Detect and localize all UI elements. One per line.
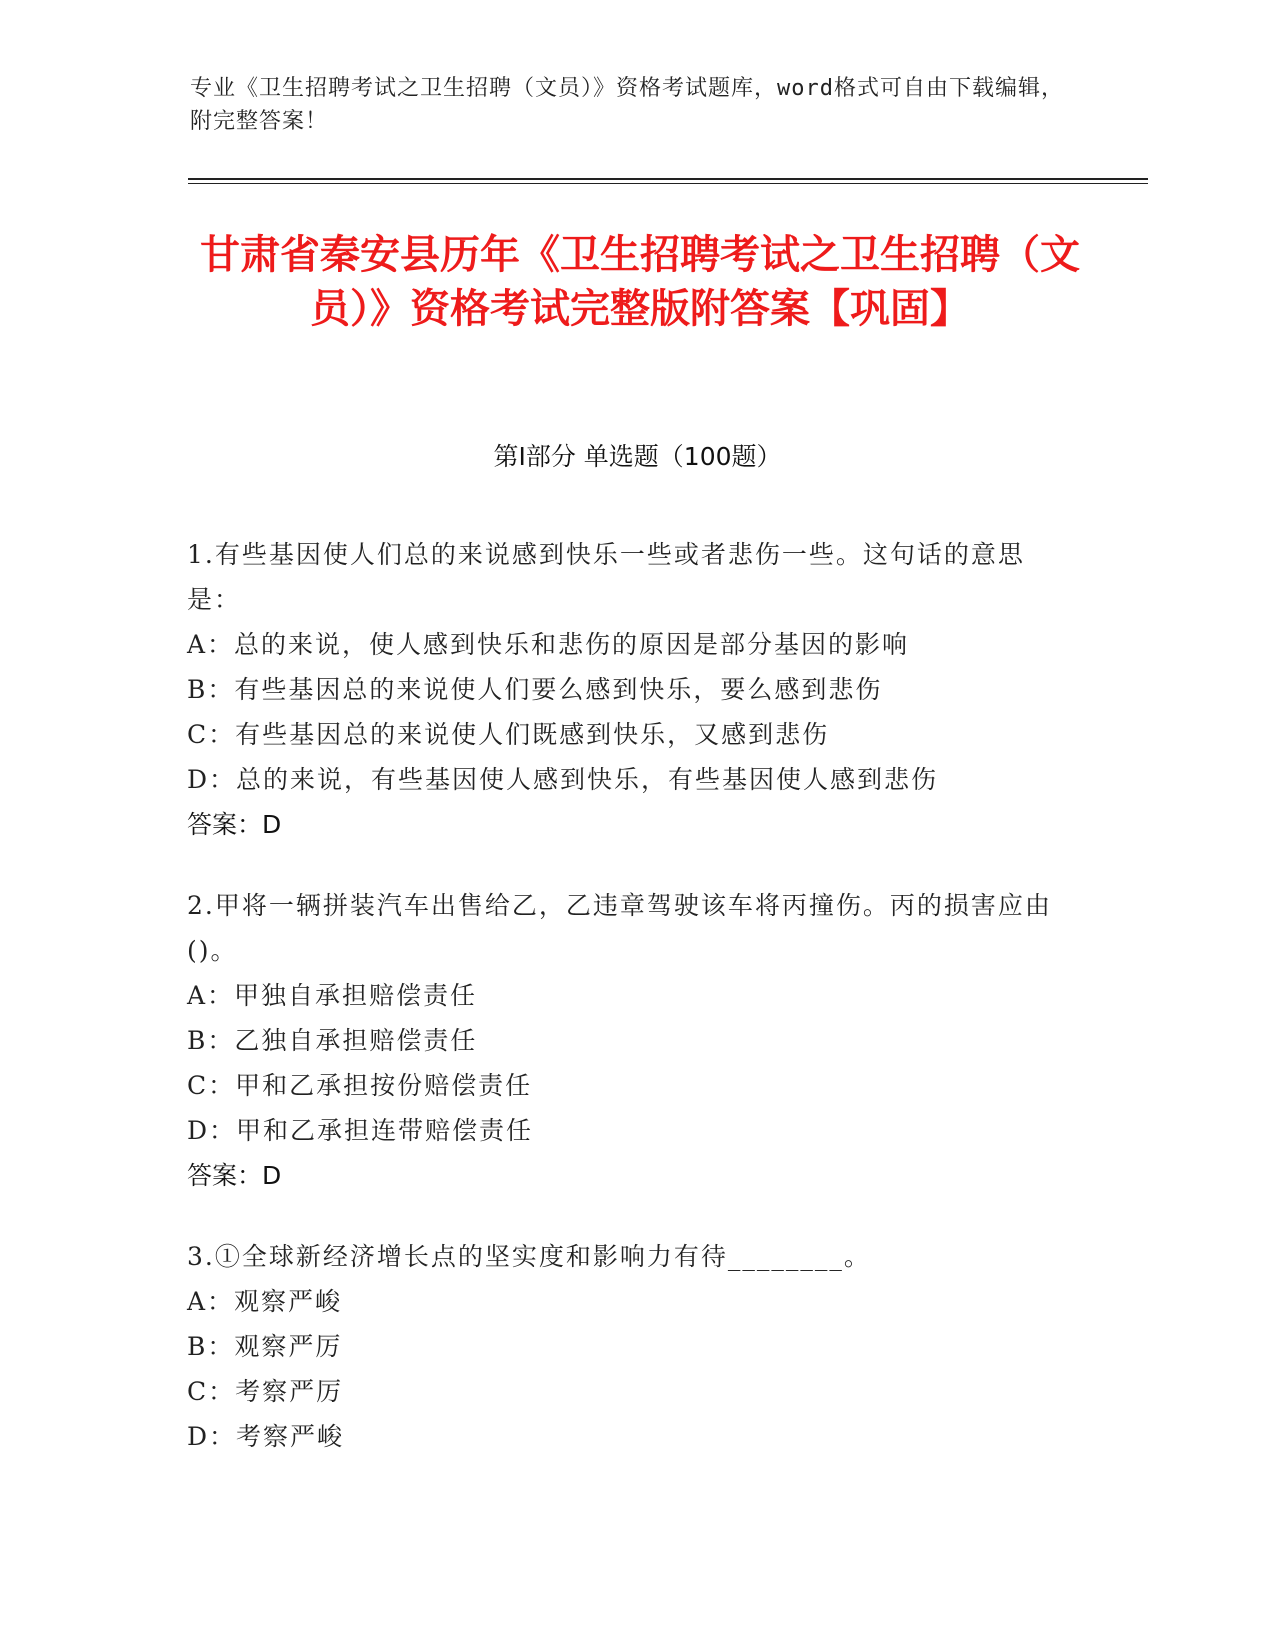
option-b: B：有些基因总的来说使人们要么感到快乐，要么感到悲伤 xyxy=(187,675,883,704)
option-d: D：总的来说，有些基因使人感到快乐，有些基因使人感到悲伤 xyxy=(187,765,939,794)
answer-text: 答案：D xyxy=(187,1161,282,1190)
option-b: B：乙独自承担赔偿责任 xyxy=(187,1026,478,1055)
question-list xyxy=(187,532,1067,1495)
option-c: C：有些基因总的来说使人们既感到快乐，又感到悲伤 xyxy=(187,720,830,749)
question-stem: 1.有些基因使人们总的来说感到快乐一些或者悲伤一些。这句话的意思是： xyxy=(187,540,1025,614)
question-stem: 3.①全球新经济增长点的坚实度和影响力有待________。 xyxy=(187,1242,871,1271)
option-a: A：观察严峻 xyxy=(187,1287,343,1316)
header-note: 专业《卫生招聘考试之卫生招聘（文员）》资格考试题库，word格式可自由下载编辑，附完整答案！ xyxy=(190,76,1064,134)
option-c: C：考察严厉 xyxy=(187,1377,344,1406)
question-1 xyxy=(187,532,1067,847)
option-d: D：考察严峻 xyxy=(187,1422,345,1451)
option-c: C：甲和乙承担按份赔偿责任 xyxy=(187,1071,533,1100)
option-a: A：甲独自承担赔偿责任 xyxy=(187,981,478,1010)
section-title: 第Ⅰ部分 单选题（100题） xyxy=(493,442,782,471)
answer-text: 答案：D xyxy=(187,810,282,839)
option-b: B：观察严厉 xyxy=(187,1332,343,1361)
header-divider xyxy=(188,178,1148,180)
header-divider-thin xyxy=(188,183,1148,184)
question-3 xyxy=(187,1234,1067,1459)
question-2 xyxy=(187,883,1067,1198)
option-d: D：甲和乙承担连带赔偿责任 xyxy=(187,1116,534,1145)
document-title: 甘肃省秦安县历年《卫生招聘考试之卫生招聘（文员）》资格考试完整版附答案【巩固】 xyxy=(200,232,1080,332)
option-a: A：总的来说，使人感到快乐和悲伤的原因是部分基因的影响 xyxy=(187,630,910,659)
question-stem: 2.甲将一辆拼装汽车出售给乙，乙违章驾驶该车将丙撞伤。丙的损害应由()。 xyxy=(187,891,1052,965)
